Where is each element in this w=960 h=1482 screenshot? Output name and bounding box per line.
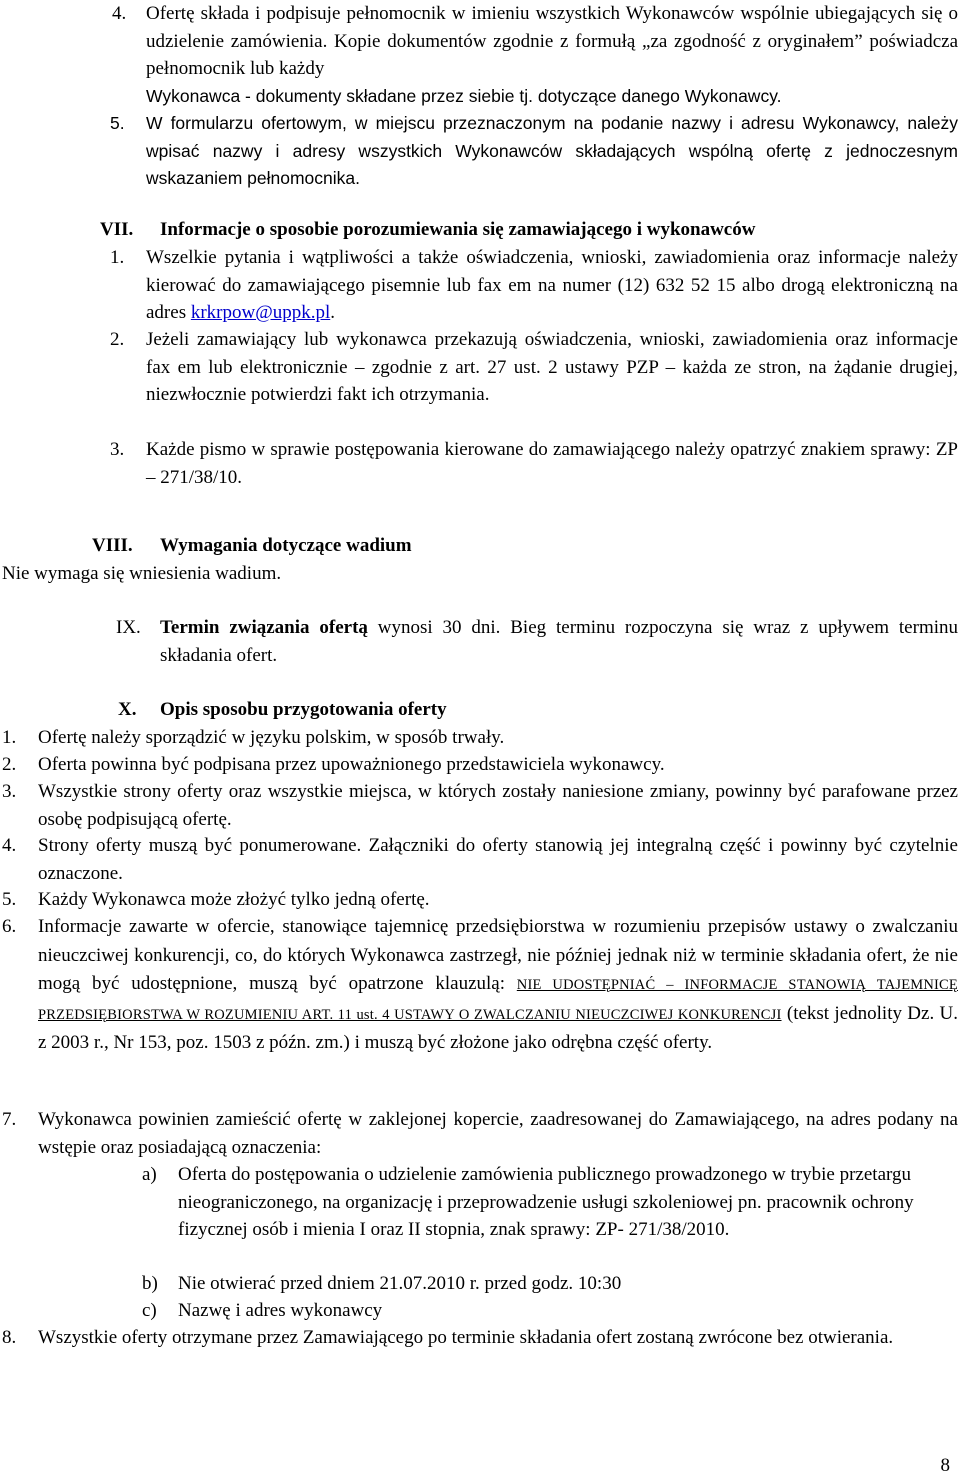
sec7-item-3: Każde pismo w sprawie postępowania kierowane do zamawiającego należy opatrzyć znakiem sprawy: ZP – 271/38/10. — [146, 439, 958, 488]
sub-letter: c) — [142, 1300, 157, 1321]
list-number: 8. — [2, 1327, 17, 1348]
list-number: 4. — [112, 3, 127, 24]
sec10-item-6 — [38, 913, 958, 1058]
section-7-title: Informacje o sposobie porozumiewania się zamawiającego i wykonawców — [160, 219, 756, 240]
section-9-text — [160, 614, 958, 669]
list-number: 5. — [110, 113, 125, 133]
sec7-item-1 — [146, 244, 958, 327]
sec10-item-8: Wszystkie oferty otrzymane przez Zamawiającego po terminie składania ofert zostaną zwrócone bez otwierania. — [38, 1327, 894, 1348]
sec10-item-7: Wykonawca powinien zamieścić ofertę w zaklejonej kopercie, zaadresowanej do Zamawiającego, na adres podany na wstępie oraz posiadającą oznaczenia: — [38, 1109, 958, 1158]
sec10-item-1: Ofertę należy sporządzić w języku polskim, w sposób trwały. — [38, 727, 505, 748]
sec10-item-2: Oferta powinna być podpisana przez upoważnionego przedstawiciela wykonawcy. — [38, 754, 665, 775]
list-number: 7. — [2, 1109, 17, 1130]
item-4-part-a: Ofertę składa i podpisuje pełnomocnik w imieniu wszystkich Wykonawców wspólnie ubiegających się o udzielenie zamówienia. Kopie dokumentów zgodnie z formułą „za zgodność z oryginałem” poświadcza pełnomocnik lub każdy — [146, 3, 958, 79]
sec10-item-5: Każdy Wykonawca może złożyć tylko jedną ofertę. — [38, 889, 430, 910]
item-5-text: W formularzu ofertowym, w miejscu przeznaczonym na podanie nazwy i adresu Wykonawcy, należy wpisać nazwy i adresy wszystkich Wykonawców składających wspólną ofertę z jednoczesnym wskazaniem pełnomocnika. — [146, 113, 958, 188]
email-link[interactable]: krkrpow@uppk.pl — [190, 302, 331, 323]
section-8-title: Wymagania dotyczące wadium — [160, 535, 412, 556]
section-number: X. — [118, 699, 137, 720]
section-number: VII. — [100, 219, 134, 240]
list-number: 5. — [2, 889, 17, 910]
sub-item-c: Nazwę i adres wykonawcy — [178, 1300, 383, 1321]
sec10-item-4: Strony oferty muszą być ponumerowane. Załączniki do oferty stanowią jej integralną część i powinny być czytelnie oznaczone. — [38, 835, 958, 884]
sec7-item-2: Jeżeli zamawiający lub wykonawca przekazują oświadczenia, wnioski, zawiadomienia oraz informacje fax em lub elektronicznie – zgodnie z art. 27 ust. 2 ustawy PZP – każda ze stron, na żądanie drugiej, niezwłocznie potwierdzi fakt ich otrzymania. — [146, 329, 958, 405]
list-number: 4. — [2, 835, 17, 856]
list-number: 1. — [110, 247, 125, 268]
section-10-title: Opis sposobu przygotowania oferty — [160, 699, 447, 720]
sub-item-a-text-2: pracownik ochrony fizycznej osób i mienia I oraz II stopnia, znak sprawy: ZP- 271/38/2010. — [178, 1191, 914, 1240]
sub-item-b: Nie otwierać przed dniem 21.07.2010 r. przed godz. 10:30 — [178, 1273, 622, 1294]
section-number: VIII. — [92, 535, 133, 556]
sub-letter: b) — [142, 1273, 158, 1294]
list-number: 6. — [2, 916, 17, 937]
confidentiality-clause: NIE UDOSTĘPNIAĆ – INFORMACJE STANOWIĄ TAJEMNICĘ PRZEDSIĘBIORSTWA W ROZUMIENIU ART. 11 ust. 4 USTAWY O ZWALCZANIU NIEUCZCIWEJ KONKURENCJI — [38, 977, 958, 1023]
list-number: 2. — [2, 754, 17, 775]
item-4-part-b: Wykonawca - dokumenty składane przez siebie tj. dotyczące danego Wykonawcy. — [146, 85, 782, 106]
list-number: 1. — [2, 727, 17, 748]
sec10-item-3: Wszystkie strony oferty oraz wszystkie miejsca, w których zostały naniesione zmiany, powinny być parafowane przez osobę podpisującą ofertę. — [38, 781, 958, 830]
list-number: 3. — [2, 781, 17, 802]
item-4-text — [146, 0, 958, 110]
period: . — [330, 302, 335, 323]
section-number: IX. — [116, 617, 141, 638]
sec10-item-6-ref: (tekst jednolity Dz. U. z 2003 r., Nr 153, poz. 1503 z późn. zm.) i muszą być złożone jako odrębna część oferty. — [38, 1002, 959, 1053]
sub-item-a — [178, 1161, 948, 1244]
page-number: 8 — [940, 1455, 950, 1476]
sub-letter: a) — [142, 1164, 157, 1185]
section-9-title: Termin związania ofertą — [160, 617, 368, 638]
sec10-item-6-text: Informacje zawarte w ofercie, stanowiące tajemnicę przedsiębiorstwa w rozumieniu przepisów ustawy o zwalczaniu nieuczciwej konkurencji, co, do których Wykonawca zastrzegł, nie później jednak niż w terminie składania ofert, że nie mogą być udostępnione, muszą być opatrzone klauzulą: — [38, 916, 958, 994]
list-number: 3. — [110, 439, 125, 460]
section-8-text: Nie wymaga się wniesienia wadium. — [2, 563, 282, 584]
section-9-body: wynosi 30 dni. Bieg terminu rozpoczyna się wraz z upływem terminu składania ofert. — [160, 617, 959, 666]
sub-item-a-text-1: Oferta do postępowania o udzielenie zamówienia publicznego prowadzonego w trybie przetargu nieograniczonego, na organizację i przeprowadzenie usługi szkoleniowej pn. — [178, 1164, 911, 1213]
list-number: 2. — [110, 329, 125, 350]
sec7-item-1-text: Wszelkie pytania i wątpliwości a także oświadczenia, wnioski, zawiadomienia oraz informacje należy kierować do zamawiającego pisemnie lub fax em na numer (12) 632 52 15 albo drogą elektroniczną na adres — [146, 247, 958, 323]
